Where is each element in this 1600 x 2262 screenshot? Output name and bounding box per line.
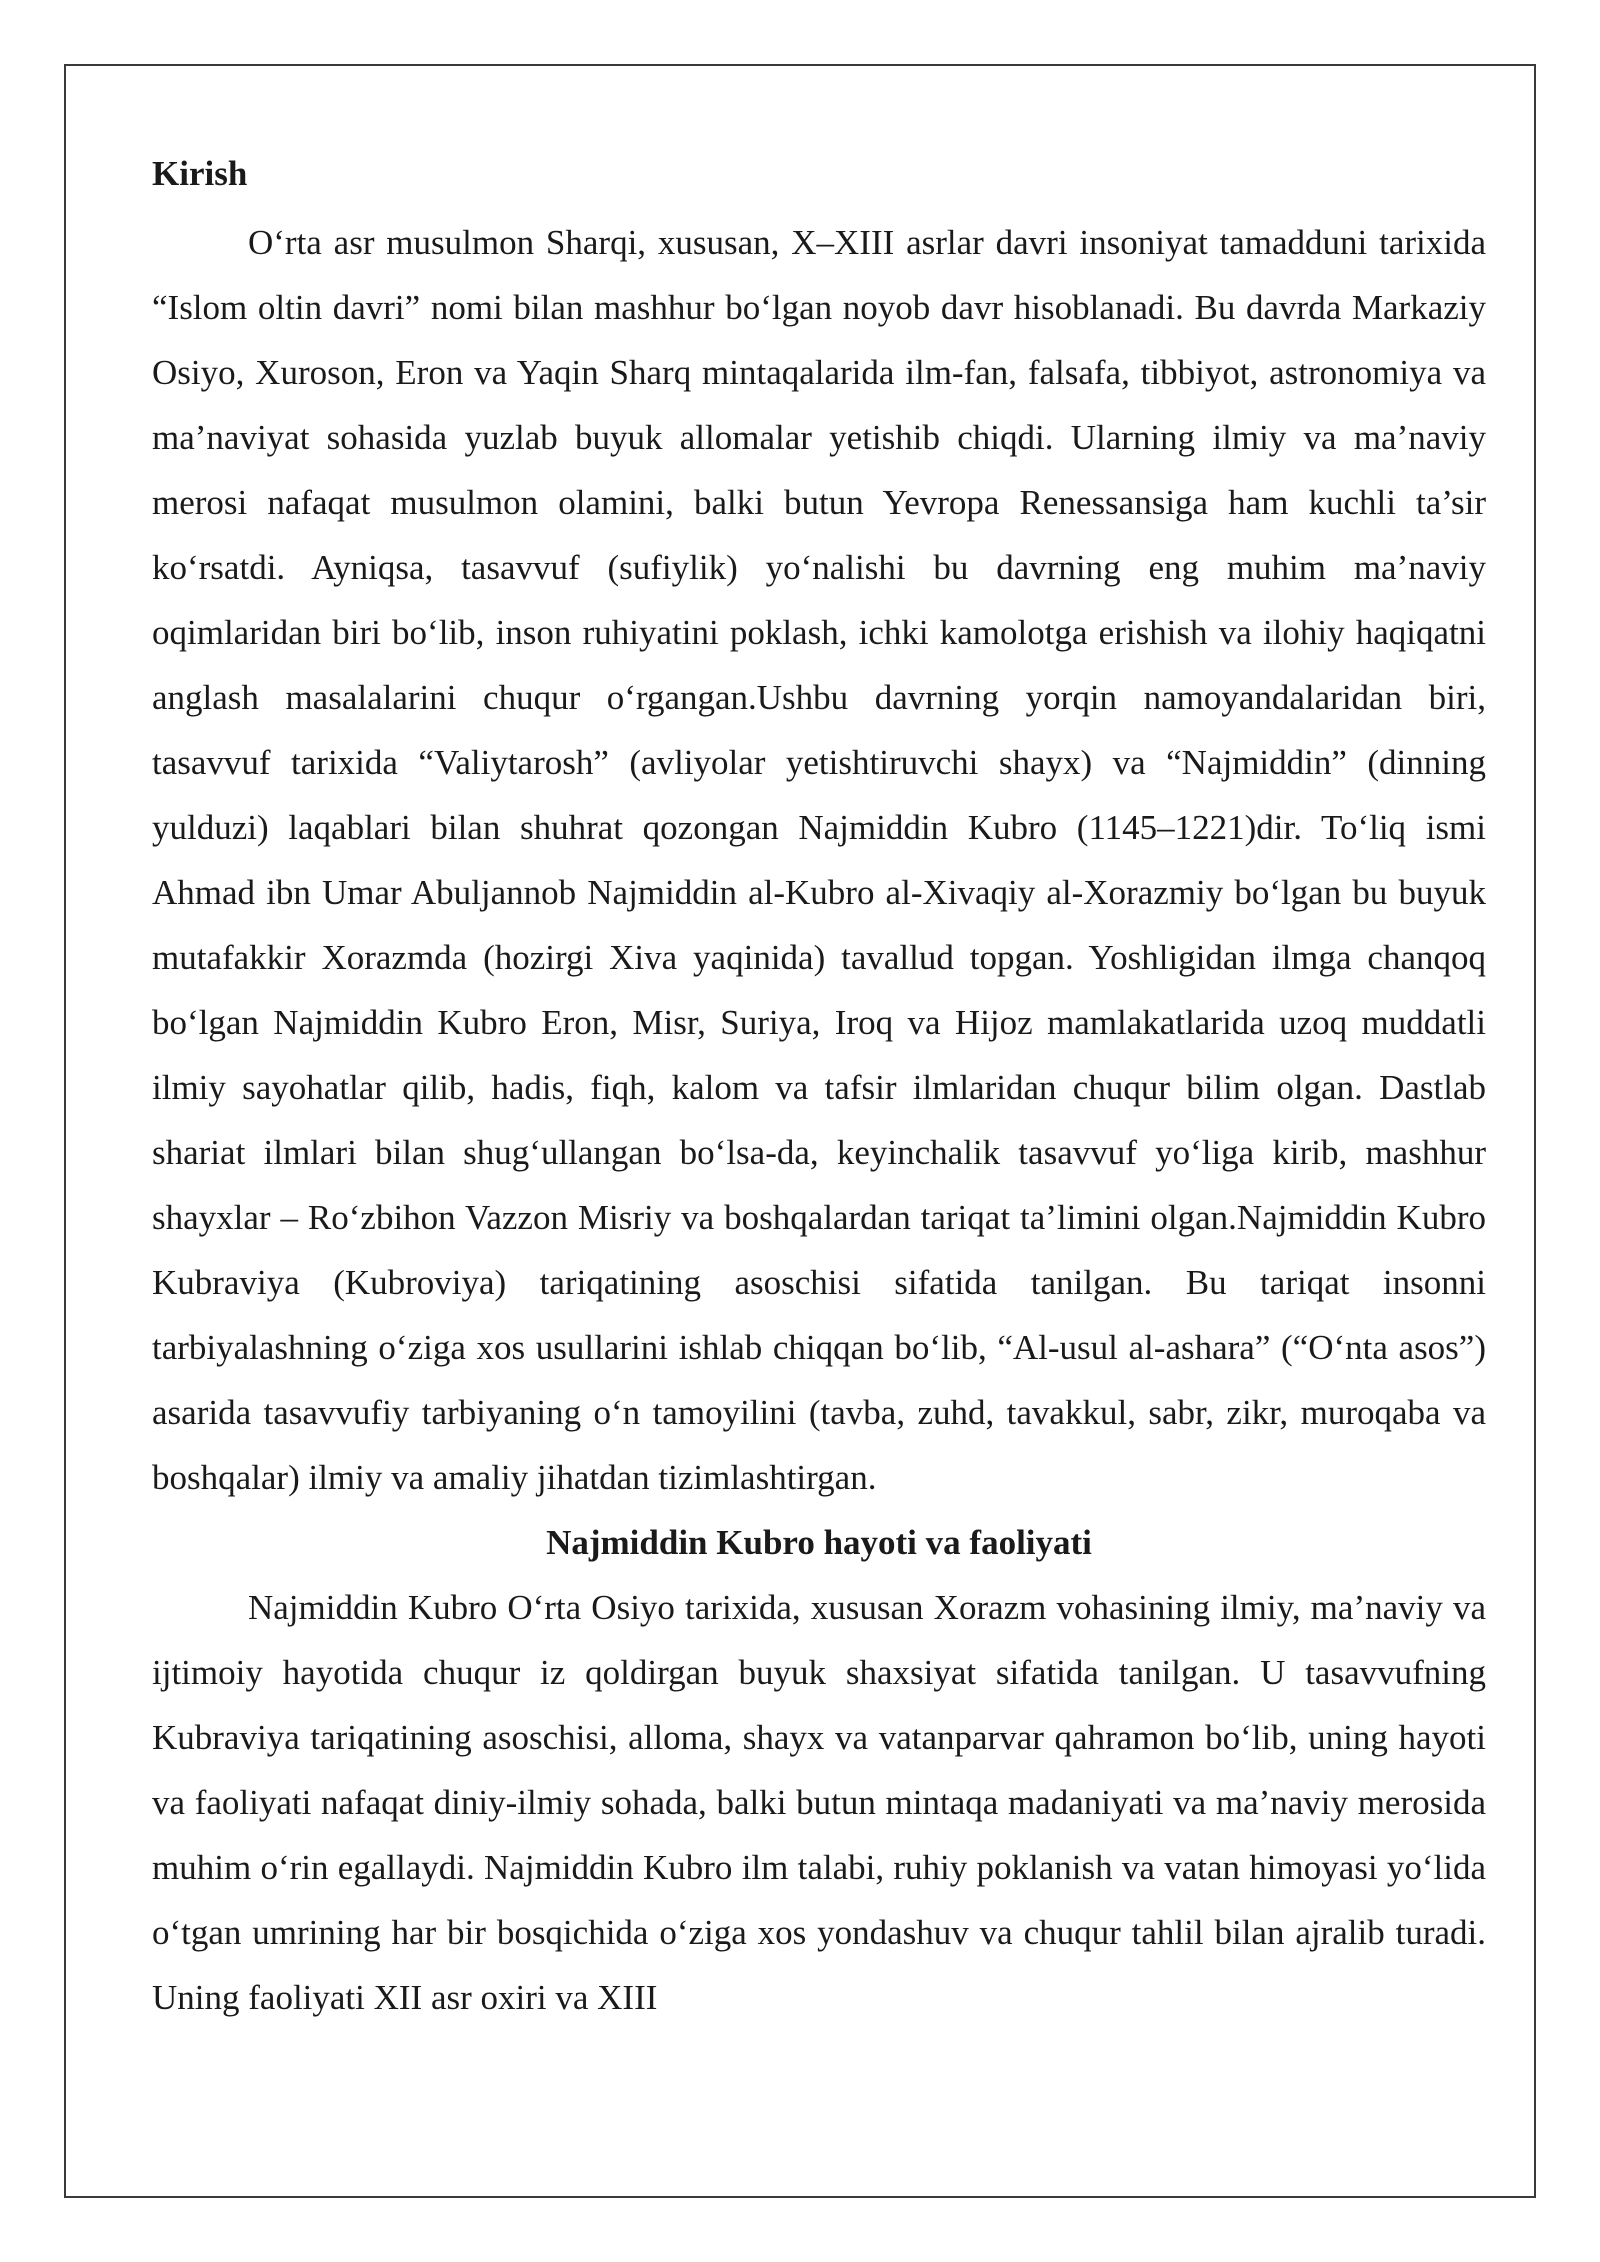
document-body xyxy=(152,148,1486,2030)
section-heading-kirish: Kirish xyxy=(152,154,248,193)
biography-paragraph: Najmiddin Kubro O‘rta Osiyo tarixida, xususan Xorazm vohasining ilmiy, ma’naviy va ijtimoiy hayotida chuqur iz qoldirgan buyuk shaxsiyat sifatida tanilgan. U tasavvufning Kubraviya tariqatining asoschisi, alloma, shayx va vatanparvar qahramon bo‘lib, uning hayoti va faoliyati nafaqat diniy-ilmiy sohada, balki butun mintaqa madaniyati va ma’naviy merosida muhim o‘rin egallaydi. Najmiddin Kubro ilm talabi, ruhiy poklanish va vatan himoyasi yo‘lida o‘tgan umrining har bir bosqichida o‘ziga xos yondashuv va chuqur tahlil bilan ajralib turadi. Uning faoliyati XII asr oxiri va XIII xyxy=(152,1588,1486,2017)
section-heading-biography: Najmiddin Kubro hayoti va faoliyati xyxy=(546,1523,1092,1562)
intro-paragraph: O‘rta asr musulmon Sharqi, xususan, X–XIII asrlar davri insoniyat tamadduni tarixida “Islom oltin davri” nomi bilan mashhur bo‘lgan noyob davr hisoblanadi. Bu davrda Markaziy Osiyo, Xuroson, Eron va Yaqin Sharq mintaqalarida ilm-fan, falsafa, tibbiyot, astronomiya va ma’naviyat sohasida yuzlab buyuk allomalar yetishib chiqdi. Ularning ilmiy va ma’naviy merosi nafaqat musulmon olamini, balki butun Yevropa Renessansiga ham kuchli ta’sir ko‘rsatdi. Ayniqsa, tasavvuf (sufiylik) yo‘nalishi bu davrning eng muhim ma’naviy oqimlaridan biri bo‘lib, inson ruhiyatini poklash, ichki kamolotga erishish va ilohiy haqiqatni anglash masalalarini chuqur o‘rgangan.Ushbu davrning yorqin namoyandalaridan biri, tasavvuf tarixida “Valiytarosh” (avliyolar yetishtiruvchi shayx) va “Najmiddin” (dinning yulduzi) laqablari bilan shuhrat qozongan Najmiddin Kubro (1145–1221)dir. To‘liq ismi Ahmad ibn Umar Abuljannob Najmiddin al-Kubro al-Xivaqiy al-Xorazmiy bo‘lgan bu buyuk mutafakkir Xorazmda (hozirgi Xiva yaqinida) tavallud topgan. Yoshligidan ilmga chanqoq bo‘lgan Najmiddin Kubro Eron, Misr, Suriya, Iroq va Hijoz mamlakatlarida uzoq muddatli ilmiy sayohatlar qilib, hadis, fiqh, kalom va tafsir ilmlaridan chuqur bilim olgan. Dastlab shariat ilmlari bilan shug‘ullangan bo‘lsa-da, keyinchalik tasavvuf yo‘liga kirib, mashhur shayxlar – Ro‘zbihon Vazzon Misriy va boshqalardan tariqat ta’limini olgan.Najmiddin Kubro Kubraviya (Kubroviya) tariqatining asoschisi sifatida tanilgan. Bu tariqat insonni tarbiyalashning o‘ziga xos usullarini ishlab chiqqan bo‘lib, “Al-usul al-ashara” (“O‘nta asos”) asarida tasavvufiy tarbiyaning o‘n tamoyilini (tavba, zuhd, tavakkul, sabr, zikr, muroqaba va boshqalar) ilmiy va amaliy jihatdan tizimlashtirgan. xyxy=(152,223,1486,1497)
